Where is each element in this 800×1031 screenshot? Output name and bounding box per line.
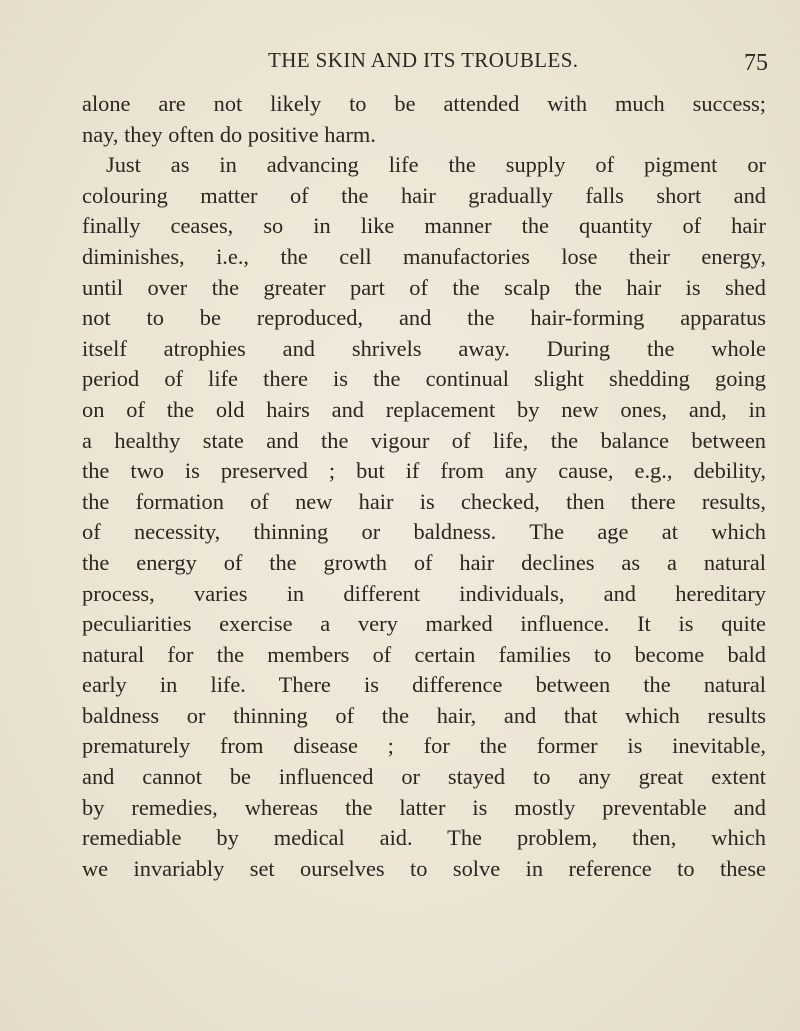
text-line: remediable by medical aid. The problem, then, which — [82, 825, 766, 851]
text-line: the formation of new hair is checked, then there results, — [82, 488, 766, 514]
text-line: alone are not likely to be attended with much success; — [82, 91, 766, 116]
text-line: peculiarities exercise a very marked influence. It is quite — [82, 611, 766, 637]
text-line: a healthy state and the vigour of life, the balance between — [82, 427, 766, 453]
text-line: early in life. There is difference between the natural — [82, 672, 766, 698]
body-text — [82, 89, 766, 884]
text-line: the energy of the growth of hair declines as a natural — [82, 549, 766, 575]
text-line: natural for the members of certain families to become bald — [82, 641, 766, 667]
text-line: Just as in advancing life the supply of pigment or — [106, 152, 766, 178]
text-line: and cannot be influenced or stayed to any great extent — [82, 764, 766, 790]
text-line: not to be reproduced, and the hair-forming apparatus — [82, 305, 766, 331]
page-number: 75 — [744, 50, 768, 76]
text-line: process, varies in different individuals, and hereditary — [82, 580, 766, 606]
text-line: itself atrophies and shrivels away. During the whole — [82, 335, 766, 361]
text-line: diminishes, i.e., the cell manufactories lose their energy, — [82, 243, 766, 269]
text-line: nay, they often do positive harm. — [82, 121, 376, 147]
text-line: until over the greater part of the scalp the hair is shed — [82, 274, 766, 300]
text-line: prematurely from disease ; for the former is inevitable, — [82, 733, 766, 759]
text-line: by remedies, whereas the latter is mostly preventable and — [82, 794, 766, 820]
text-line: of necessity, thinning or baldness. The age at which — [82, 519, 766, 545]
text-line: period of life there is the continual slight shedding going — [82, 366, 766, 392]
text-line: baldness or thinning of the hair, and that which results — [82, 702, 766, 728]
text-line: we invariably set ourselves to solve in reference to these — [82, 855, 766, 881]
text-line: on of the old hairs and replacement by new ones, and, in — [82, 396, 766, 422]
text-line: colouring matter of the hair gradually falls short and — [82, 182, 766, 208]
text-line: the two is preserved ; but if from any cause, e.g., debility, — [82, 458, 766, 484]
text-line: finally ceases, so in like manner the quantity of hair — [82, 213, 766, 239]
running-head: THE SKIN AND ITS TROUBLES. — [268, 48, 579, 72]
